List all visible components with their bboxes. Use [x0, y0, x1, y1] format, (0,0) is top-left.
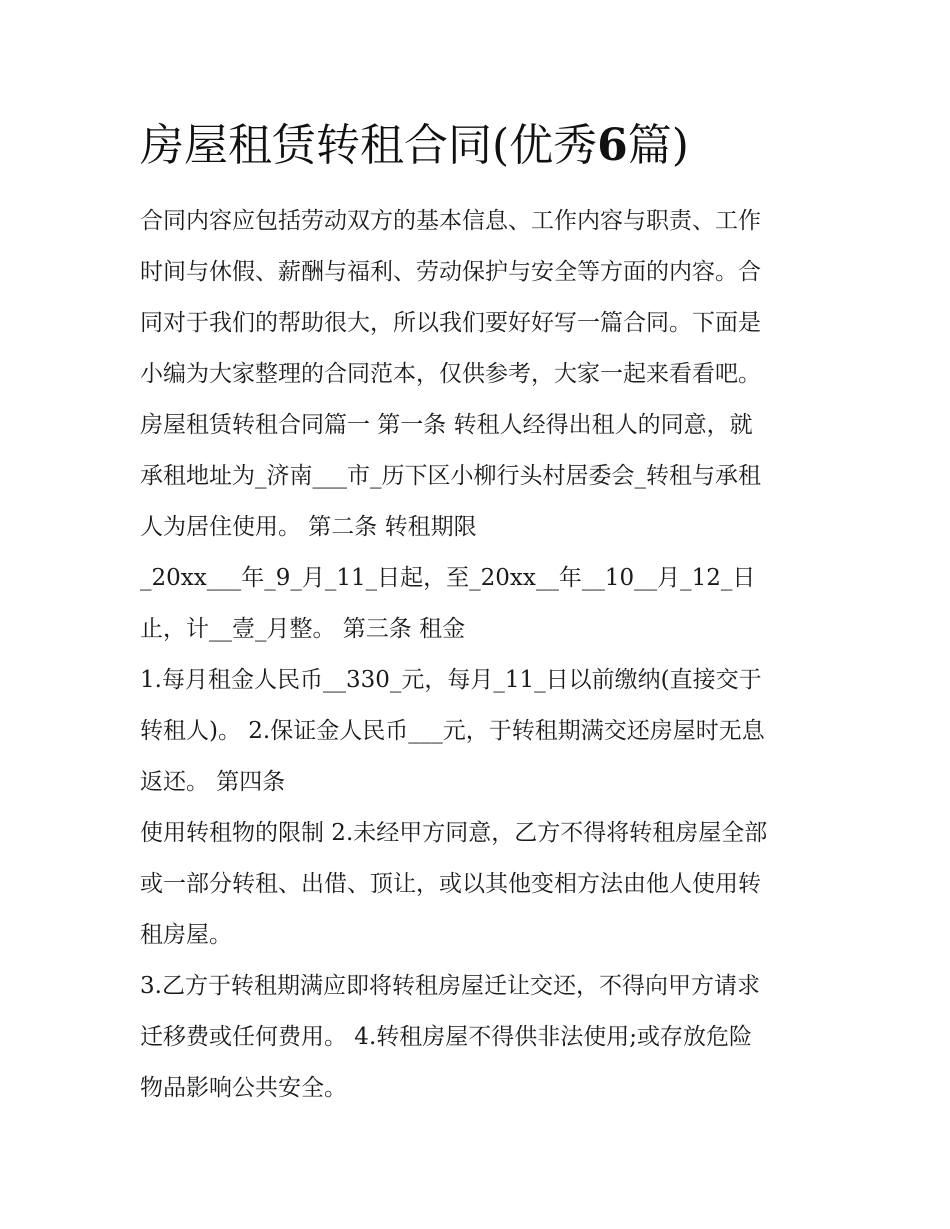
paragraph-line: 止，计__壹_月整。 第三条 租金 — [140, 616, 466, 642]
paragraph-line: 承租地址为_济南___市_历下区小柳行头村居委会_转租与承租 — [140, 463, 761, 489]
paragraph-line: 1.每月租金人民币__330_元，每月_11_日以前缴纳(直接交于 — [140, 667, 762, 693]
title-number: 6 — [597, 120, 628, 171]
title-end: 篇) — [627, 120, 689, 171]
title-main: 房屋租赁转租合同(优秀 — [140, 120, 598, 171]
paragraph-line: 合同内容应包括劳动双方的基本信息、工作内容与职责、工作 — [140, 208, 761, 234]
paragraph-line: 物品影响公共安全。 — [140, 1075, 347, 1101]
paragraph-line: 或一部分转租、出借、顶让，或以其他变相方法由他人使用转 — [140, 871, 761, 897]
paragraph-line: 返还。 第四条 — [140, 769, 286, 795]
paragraph-line: 小编为大家整理的合同范本，仅供参考，大家一起来看看吧。 — [140, 361, 761, 387]
paragraph-line: 3.乙方于转租期满应即将转租房屋迁让交还，不得向甲方请求 — [140, 973, 760, 999]
paragraph-line: 迁移费或任何费用。 4.转租房屋不得供非法使用;或存放危险 — [140, 1024, 753, 1050]
paragraph-line: 人为居住使用。 第二条 转租期限 — [140, 514, 477, 540]
paragraph-line: 租房屋。 — [140, 922, 232, 948]
document-title — [140, 112, 840, 180]
paragraph-line: 同对于我们的帮助很大，所以我们要好好写一篇合同。下面是 — [140, 310, 761, 336]
paragraph-line: 使用转租物的限制 2.未经甲方同意，乙方不得将转租房屋全部 — [140, 820, 768, 846]
paragraph-line: 时间与休假、薪酬与福利、劳动保护与安全等方面的内容。合 — [140, 259, 761, 285]
paragraph-line: 房屋租赁转租合同篇一 第一条 转租人经得出租人的同意，就 — [140, 412, 753, 438]
paragraph-line: _20xx___年_9_月_11_日起，至_20xx__年__10__月_12_日 — [140, 565, 756, 591]
paragraph-line: 转租人)。 2.保证金人民币___元，于转租期满交还房屋时无息 — [140, 718, 765, 744]
